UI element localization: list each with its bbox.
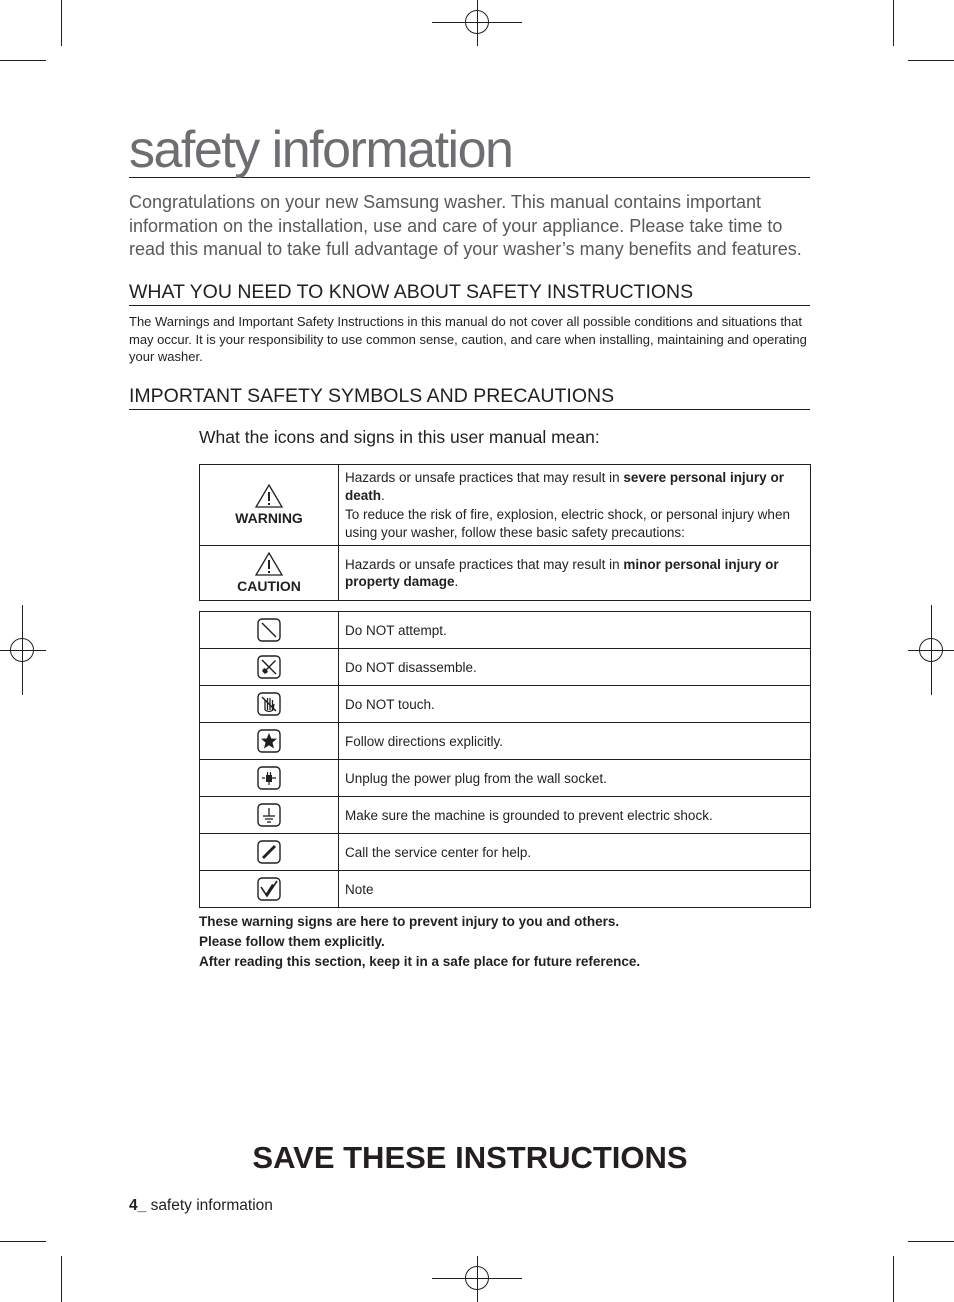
prohibited-icon: [257, 622, 281, 637]
caution-line1-text: Hazards or unsafe practices that may result in: [345, 556, 624, 572]
symbol-text: Do NOT touch.: [339, 686, 811, 723]
symbol-text: Do NOT disassemble.: [339, 649, 811, 686]
crop-mark: [908, 60, 954, 61]
caution-row: [200, 546, 811, 601]
ground-icon: [257, 807, 281, 822]
symbol-row: [200, 797, 811, 834]
follow-directions-icon: [257, 733, 281, 748]
symbol-row: [200, 871, 811, 908]
crop-mark: [0, 1241, 46, 1242]
symbol-row: [200, 723, 811, 760]
symbol-text: Make sure the machine is grounded to prevent electric shock.: [339, 797, 811, 834]
crop-mark: [61, 0, 62, 46]
section-heading-symbols: IMPORTANT SAFETY SYMBOLS AND PRECAUTIONS: [129, 384, 810, 410]
crop-mark: [893, 1256, 894, 1302]
warning-description: [339, 465, 811, 546]
warning-line1: [345, 469, 810, 504]
note-icon: [257, 881, 281, 896]
warning-line1-end: .: [381, 487, 385, 503]
symbol-row: [200, 649, 811, 686]
note-line: Please follow them explicitly.: [199, 934, 385, 949]
symbol-row: [200, 612, 811, 649]
symbol-row: [200, 686, 811, 723]
warning-label: WARNING: [235, 510, 303, 526]
symbol-text: Do NOT attempt.: [339, 612, 811, 649]
crop-mark: [61, 1256, 62, 1302]
crop-mark: [893, 0, 894, 46]
page-number-separator: _: [137, 1197, 151, 1214]
registration-mark: [465, 10, 489, 34]
note-line: After reading this section, keep it in a safe place for future reference.: [199, 954, 641, 969]
call-service-icon: [257, 844, 281, 859]
footer-section-label: safety information: [150, 1197, 273, 1214]
symbol-icon-cell: [200, 760, 339, 797]
crop-mark: [0, 60, 46, 61]
warning-severity: severe personal injury or death: [345, 470, 784, 503]
symbol-text: Follow directions explicitly.: [339, 723, 811, 760]
page-footer: [129, 1197, 273, 1215]
intro-paragraph: Congratulations on your new Samsung washer. This manual contains important information on the installation, use and care of your appliance. Please take time to read this manual to take full advantage of your washer’s many benefits and features.: [129, 192, 802, 259]
warning-notes: [199, 912, 640, 972]
note-line: These warning signs are here to prevent injury to you and others.: [199, 914, 620, 929]
symbol-icon-cell: [200, 612, 339, 649]
warning-line1-text: Hazards or unsafe practices that may result in: [345, 470, 624, 485]
symbols-table: [199, 611, 811, 908]
page-number: 4: [129, 1197, 138, 1214]
symbol-icon-cell: [200, 723, 339, 760]
page-title-text: safety information: [129, 121, 513, 179]
symbol-icon-cell: [200, 686, 339, 723]
symbols-lead-text: What the icons and signs in this user manual mean:: [199, 427, 600, 447]
symbol-text: Note: [339, 871, 811, 908]
warning-line2: To reduce the risk of fire, explosion, electric shock, or personal injury when using your washer, follow these basic safety precautions:: [345, 507, 790, 540]
warning-row: [200, 465, 811, 546]
signal-words-table: [199, 464, 811, 601]
caution-description: [339, 546, 811, 601]
symbol-row: [200, 834, 811, 871]
save-instructions-heading: SAVE THESE INSTRUCTIONS: [252, 1140, 688, 1175]
symbol-row: [200, 760, 811, 797]
page-title: [129, 121, 810, 179]
caution-triangle-icon: [255, 556, 283, 571]
symbol-icon-cell: [200, 834, 339, 871]
symbol-icon-cell: [200, 649, 339, 686]
symbol-icon-cell: [200, 871, 339, 908]
registration-mark: [919, 638, 943, 662]
caution-label: CAUTION: [237, 578, 301, 594]
caution-line1-end: .: [454, 574, 459, 589]
caution-severity: minor personal injury or property damage: [345, 556, 779, 589]
warning-cell: [200, 465, 339, 546]
registration-mark: [10, 638, 34, 662]
symbol-text: Unplug the power plug from the wall socket.: [339, 760, 811, 797]
crop-mark: [908, 1241, 954, 1242]
unplug-icon: [257, 770, 281, 785]
warning-triangle-icon: [255, 488, 283, 503]
no-touch-icon: [257, 696, 281, 711]
registration-mark: [465, 1266, 489, 1290]
no-disassemble-icon: [257, 659, 281, 674]
safety-instructions-text: The Warnings and Important Safety Instructions in this manual do not cover all possible conditions and situations that may occur. It is your responsibility to use common sense, caution, and care when installing, maintaining and operating your washer.: [129, 314, 807, 364]
caution-cell: [200, 546, 339, 601]
symbol-text: Call the service center for help.: [339, 834, 811, 871]
section-heading-safety-instructions: WHAT YOU NEED TO KNOW ABOUT SAFETY INSTRUCTIONS: [129, 280, 810, 306]
symbol-icon-cell: [200, 797, 339, 834]
